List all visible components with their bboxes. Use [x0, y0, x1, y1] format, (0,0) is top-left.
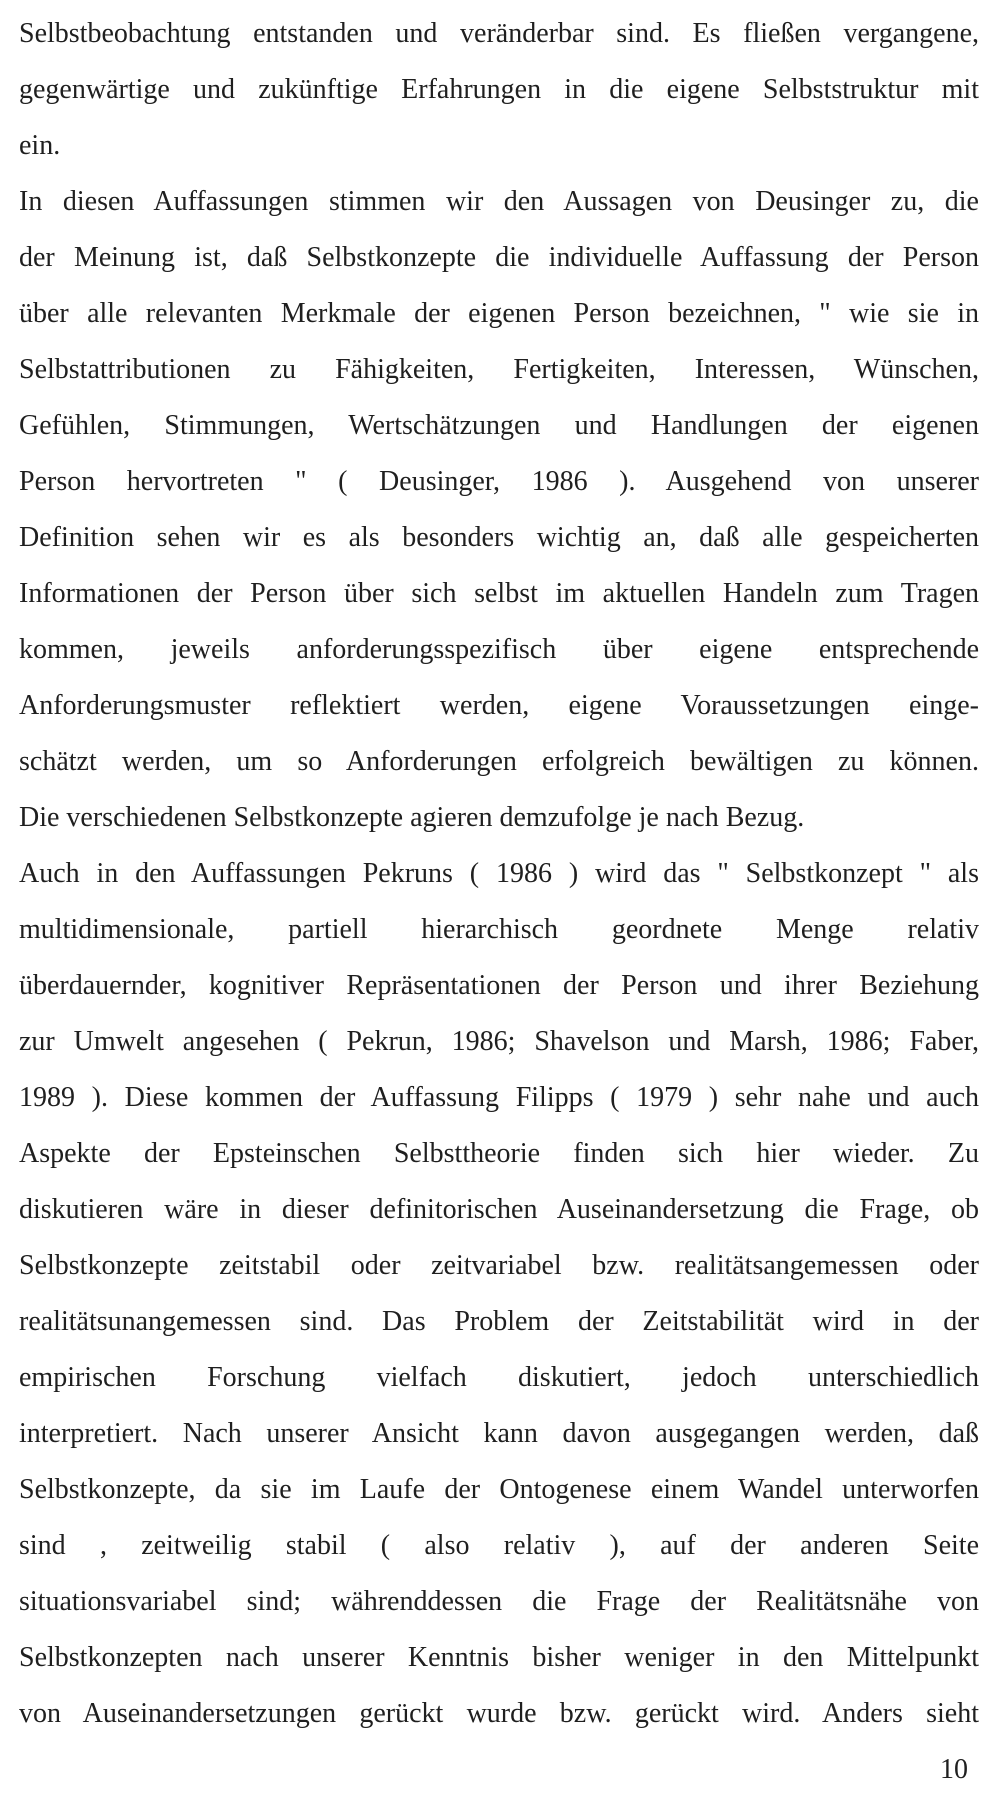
text-line: multidimensionale, partiell hierarchisch geordnete Menge relativ: [19, 914, 979, 945]
text-line: diskutieren wäre in dieser definitorischen Auseinandersetzung die Frage, ob: [19, 1194, 979, 1225]
text-line: überdauernder, kognitiver Repräsentationen der Person und ihrer Beziehung: [19, 970, 979, 1001]
text-line: ein.: [19, 130, 61, 161]
text-line: der Meinung ist, daß Selbstkonzepte die individuelle Auffassung der Person: [19, 242, 979, 273]
text-line: über alle relevanten Merkmale der eigenen Person bezeichnen, " wie sie in: [19, 298, 979, 329]
text-line: Gefühlen, Stimmungen, Wertschätzungen und Handlungen der eigenen: [19, 410, 979, 441]
body-text: [19, 6, 979, 1742]
text-line: interpretiert. Nach unserer Ansicht kann davon ausgegangen werden, daß: [19, 1418, 979, 1449]
text-line: zur Umwelt angesehen ( Pekrun, 1986; Shavelson und Marsh, 1986; Faber,: [19, 1026, 979, 1057]
text-line: In diesen Auffassungen stimmen wir den Aussagen von Deusinger zu, die: [19, 186, 979, 217]
text-line: Definition sehen wir es als besonders wichtig an, daß alle gespeicherten: [19, 522, 979, 553]
text-line: Person hervortreten " ( Deusinger, 1986 ). Ausgehend von unserer: [19, 466, 979, 497]
text-line: Auch in den Auffassungen Pekruns ( 1986 ) wird das " Selbstkonzept " als: [19, 858, 979, 889]
text-line: gegenwärtige und zukünftige Erfahrungen in die eigene Selbststruktur mit: [19, 74, 979, 105]
text-line: Selbstkonzepten nach unserer Kenntnis bisher weniger in den Mittelpunkt: [19, 1642, 979, 1673]
text-line: Anforderungsmuster reflektiert werden, eigene Voraussetzungen einge-: [19, 690, 979, 721]
text-line: realitätsunangemessen sind. Das Problem der Zeitstabilität wird in der: [19, 1306, 979, 1337]
text-line: Informationen der Person über sich selbst im aktuellen Handeln zum Tragen: [19, 578, 979, 609]
text-line: Selbstkonzepte, da sie im Laufe der Ontogenese einem Wandel unterworfen: [19, 1474, 979, 1505]
text-line: schätzt werden, um so Anforderungen erfolgreich bewältigen zu können.: [19, 746, 979, 777]
text-line: Selbstbeobachtung entstanden und veränderbar sind. Es fließen vergangene,: [19, 18, 979, 49]
text-line: Aspekte der Epsteinschen Selbsttheorie finden sich hier wieder. Zu: [19, 1138, 979, 1169]
text-line: kommen, jeweils anforderungsspezifisch über eigene entsprechende: [19, 634, 979, 665]
text-line: Die verschiedenen Selbstkonzepte agieren demzufolge je nach Bezug.: [19, 802, 805, 833]
text-line: von Auseinandersetzungen gerückt wurde bzw. gerückt wird. Anders sieht: [19, 1698, 979, 1729]
text-line: Selbstkonzepte zeitstabil oder zeitvariabel bzw. realitätsangemessen oder: [19, 1250, 979, 1281]
page-number: 10: [940, 1754, 968, 1785]
text-line: 1989 ). Diese kommen der Auffassung Filipps ( 1979 ) sehr nahe und auch: [19, 1082, 979, 1113]
text-line: sind , zeitweilig stabil ( also relativ ), auf der anderen Seite: [19, 1530, 979, 1561]
text-line: Selbstattributionen zu Fähigkeiten, Fertigkeiten, Interessen, Wünschen,: [19, 354, 979, 385]
text-line: empirischen Forschung vielfach diskutiert, jedoch unterschiedlich: [19, 1362, 979, 1393]
text-line: situationsvariabel sind; währenddessen die Frage der Realitätsnähe von: [19, 1586, 979, 1617]
